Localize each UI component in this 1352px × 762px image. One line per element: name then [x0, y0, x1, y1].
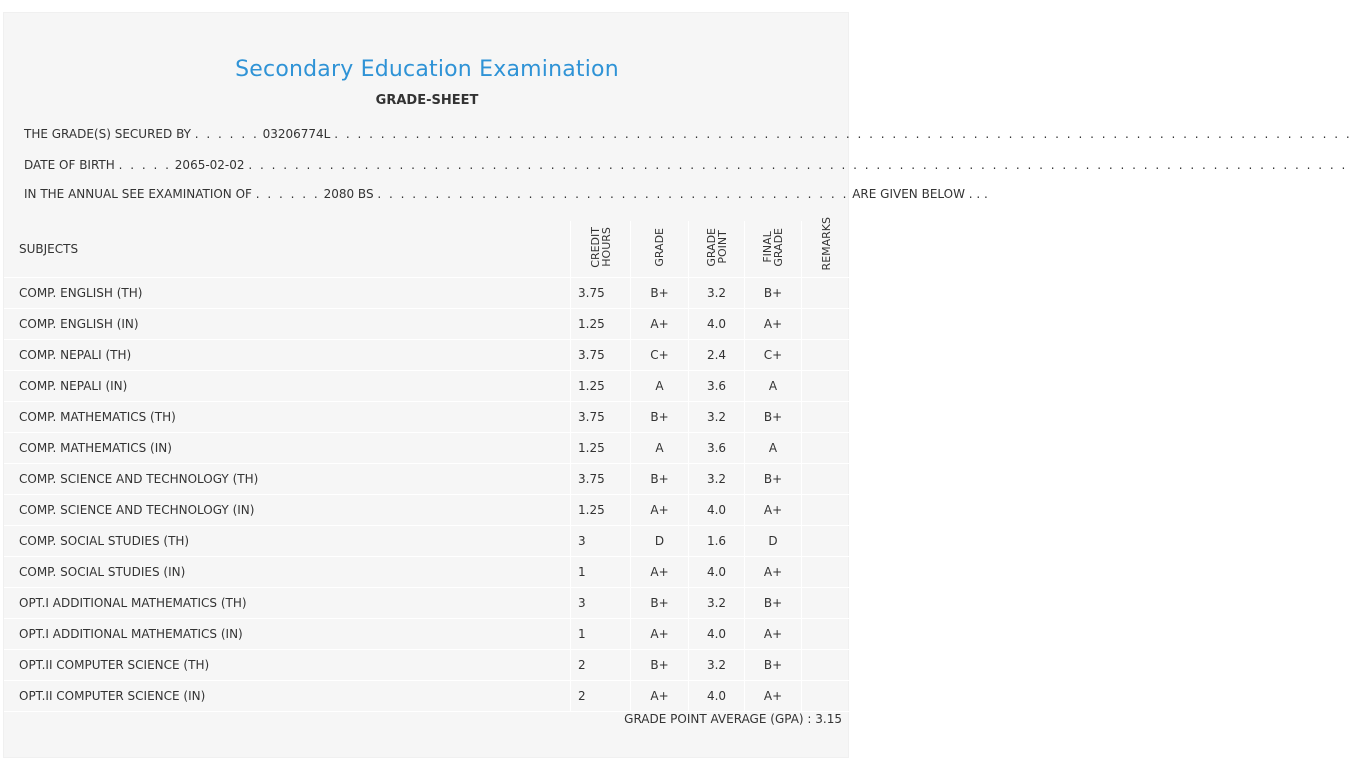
- grade-point-cell: 3.2: [689, 402, 745, 433]
- remarks-cell: [802, 371, 851, 402]
- remarks-cell: [802, 619, 851, 650]
- gpa-value: 3.15: [815, 712, 842, 726]
- grade-point-cell: 4.0: [689, 495, 745, 526]
- credit-hours-cell: 1.25: [571, 309, 631, 340]
- date-of-birth-line: [24, 158, 1348, 172]
- final-grade-cell: B+: [745, 402, 802, 433]
- col-grade: GRADE: [631, 221, 689, 278]
- final-grade-cell: A+: [745, 495, 802, 526]
- final-grade-cell: A+: [745, 619, 802, 650]
- grade-cell: B+: [631, 588, 689, 619]
- credit-hours-cell: 1: [571, 619, 631, 650]
- credit-hours-cell: 1.25: [571, 495, 631, 526]
- credit-hours-cell: 3.75: [571, 464, 631, 495]
- subject-cell: OPT.I ADDITIONAL MATHEMATICS (TH): [4, 588, 571, 619]
- final-grade-cell: C+: [745, 340, 802, 371]
- grades-table: [4, 217, 850, 712]
- gpa-label: GRADE POINT AVERAGE (GPA) :: [624, 712, 812, 726]
- credit-hours-cell: 1: [571, 557, 631, 588]
- gpa-summary: [624, 712, 842, 726]
- dot-leader: . . . . . . . . . . . . . . . . . . . . . . . . . . . . . . . . . . . . . . . . . . . . . . . . . . . . . . . . . . . . . . . . . . . . . . . . . . . . . . . . . . . . . . . . . . . . . . .: [248, 158, 1348, 172]
- grade-sheet: [3, 12, 1352, 758]
- table-row: [4, 464, 850, 495]
- exam-year: 2080 BS: [323, 187, 374, 201]
- remarks-cell: [802, 681, 851, 712]
- grade-point-cell: 1.6: [689, 526, 745, 557]
- subject-cell: OPT.II COMPUTER SCIENCE (TH): [4, 650, 571, 681]
- table-row: [4, 433, 850, 464]
- col-final-grade: FINAL GRADE: [745, 221, 802, 278]
- table-row: [4, 278, 850, 309]
- dot-leader: . . . . . . . . . . . . . . . . . . . . . . . . . . . . . . . . . . . . . . . . .: [377, 187, 849, 201]
- credit-hours-cell: 3: [571, 526, 631, 557]
- remarks-cell: [802, 309, 851, 340]
- remarks-cell: [802, 464, 851, 495]
- final-grade-cell: B+: [745, 588, 802, 619]
- subject-cell: COMP. NEPALI (TH): [4, 340, 571, 371]
- subject-cell: COMP. ENGLISH (IN): [4, 309, 571, 340]
- grade-cell: C+: [631, 340, 689, 371]
- col-grade-point: GRADE POINT: [689, 221, 745, 278]
- secured-by-label: THE GRADE(S) SECURED BY: [24, 127, 191, 141]
- grade-point-cell: 4.0: [689, 557, 745, 588]
- dot-leader: . . . . . .: [194, 127, 259, 141]
- col-credit-hours: CREDIT HOURS: [571, 221, 631, 278]
- final-grade-cell: A+: [745, 557, 802, 588]
- grade-cell: D: [631, 526, 689, 557]
- final-grade-cell: B+: [745, 278, 802, 309]
- grade-sheet-heading: GRADE-SHEET: [375, 93, 479, 108]
- subject-cell: COMP. MATHEMATICS (IN): [4, 433, 571, 464]
- credit-hours-cell: 3.75: [571, 340, 631, 371]
- subject-cell: COMP. SOCIAL STUDIES (TH): [4, 526, 571, 557]
- grade-point-cell: 3.6: [689, 433, 745, 464]
- dob-label: DATE OF BIRTH: [24, 158, 115, 172]
- grade-cell: A+: [631, 619, 689, 650]
- subject-cell: COMP. NEPALI (IN): [4, 371, 571, 402]
- grade-cell: A+: [631, 309, 689, 340]
- grade-cell: A+: [631, 557, 689, 588]
- subject-cell: COMP. ENGLISH (TH): [4, 278, 571, 309]
- table-row: [4, 526, 850, 557]
- final-grade-cell: A+: [745, 309, 802, 340]
- final-grade-cell: A: [745, 371, 802, 402]
- grade-cell: B+: [631, 278, 689, 309]
- remarks-cell: [802, 402, 851, 433]
- table-row: [4, 495, 850, 526]
- subject-cell: OPT.I ADDITIONAL MATHEMATICS (IN): [4, 619, 571, 650]
- exam-label: IN THE ANNUAL SEE EXAMINATION OF: [24, 187, 252, 201]
- table-row: [4, 681, 850, 712]
- col-remarks: REMARKS: [802, 221, 851, 278]
- final-grade-cell: B+: [745, 464, 802, 495]
- dot-leader: . . . . . .: [255, 187, 320, 201]
- subject-cell: COMP. SCIENCE AND TECHNOLOGY (IN): [4, 495, 571, 526]
- final-grade-cell: D: [745, 526, 802, 557]
- remarks-cell: [802, 433, 851, 464]
- grade-point-cell: 3.2: [689, 278, 745, 309]
- grade-cell: A+: [631, 681, 689, 712]
- credit-hours-cell: 1.25: [571, 433, 631, 464]
- credit-hours-cell: 2: [571, 681, 631, 712]
- col-subjects: SUBJECTS: [4, 221, 571, 278]
- table-row: [4, 371, 850, 402]
- grade-cell: A: [631, 371, 689, 402]
- grade-cell: B+: [631, 402, 689, 433]
- table-row: [4, 650, 850, 681]
- remarks-cell: [802, 340, 851, 371]
- grade-point-cell: 4.0: [689, 309, 745, 340]
- subject-cell: COMP. MATHEMATICS (TH): [4, 402, 571, 433]
- dob-value: 2065-02-02: [174, 158, 245, 172]
- table-row: [4, 557, 850, 588]
- exam-suffix: ARE GIVEN BELOW . . .: [852, 187, 988, 201]
- remarks-cell: [802, 526, 851, 557]
- credit-hours-cell: 3.75: [571, 402, 631, 433]
- final-grade-cell: B+: [745, 650, 802, 681]
- grade-point-cell: 4.0: [689, 619, 745, 650]
- remarks-cell: [802, 650, 851, 681]
- grade-cell: B+: [631, 650, 689, 681]
- table-row: [4, 309, 850, 340]
- credit-hours-cell: 3.75: [571, 278, 631, 309]
- remarks-cell: [802, 557, 851, 588]
- grade-cell: A+: [631, 495, 689, 526]
- grade-point-cell: 3.2: [689, 650, 745, 681]
- grade-point-cell: 2.4: [689, 340, 745, 371]
- symbol-number: 03206774L: [262, 127, 331, 141]
- table-row: [4, 588, 850, 619]
- table-row: [4, 340, 850, 371]
- grade-cell: A: [631, 433, 689, 464]
- dot-leader: . . . . . . . . . . . . . . . . . . . . . . . . . . . . . . . . . . . . . . . . . . . . . . . . . . . . . . . . . . . . . . . . . . . . . . . . . . . . . . . . . . . . . . . .: [334, 127, 1352, 141]
- final-grade-cell: A+: [745, 681, 802, 712]
- grade-point-cell: 4.0: [689, 681, 745, 712]
- secured-by-line: [24, 127, 1352, 141]
- grade-point-cell: 3.2: [689, 464, 745, 495]
- dot-leader: . . . . .: [118, 158, 171, 172]
- credit-hours-cell: 3: [571, 588, 631, 619]
- credit-hours-cell: 1.25: [571, 371, 631, 402]
- remarks-cell: [802, 588, 851, 619]
- remarks-cell: [802, 495, 851, 526]
- exam-line: [24, 187, 988, 201]
- grade-point-cell: 3.6: [689, 371, 745, 402]
- subject-cell: COMP. SCIENCE AND TECHNOLOGY (TH): [4, 464, 571, 495]
- exam-title: Secondary Education Examination: [235, 57, 619, 82]
- table-row: [4, 402, 850, 433]
- subject-cell: OPT.II COMPUTER SCIENCE (IN): [4, 681, 571, 712]
- grade-cell: B+: [631, 464, 689, 495]
- table-row: [4, 619, 850, 650]
- remarks-cell: [802, 278, 851, 309]
- table-header-row: [4, 221, 850, 278]
- subject-cell: COMP. SOCIAL STUDIES (IN): [4, 557, 571, 588]
- final-grade-cell: A: [745, 433, 802, 464]
- credit-hours-cell: 2: [571, 650, 631, 681]
- grade-point-cell: 3.2: [689, 588, 745, 619]
